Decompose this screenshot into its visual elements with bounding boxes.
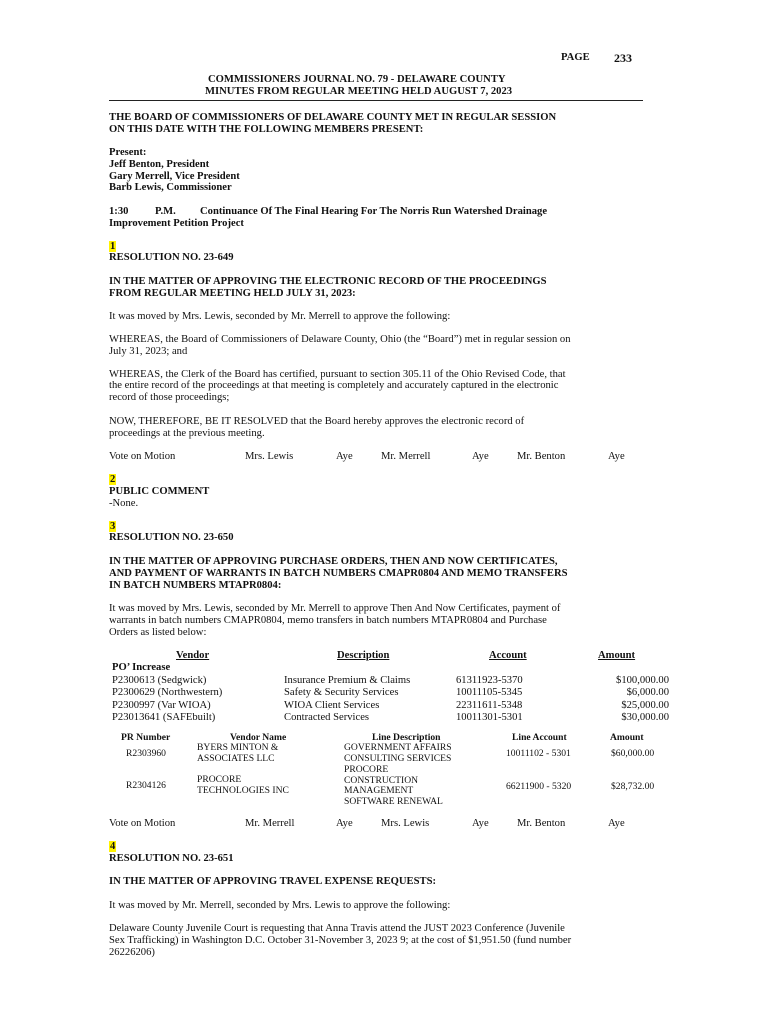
vote-1-member-3: Mr. Benton (517, 451, 566, 462)
po-row-4-amount: $30,000.00 (621, 712, 669, 723)
item-number-2 (109, 474, 116, 486)
po-row-3-account: 22311611-5348 (456, 700, 523, 711)
po-row-1-amount: $100,000.00 (616, 675, 669, 686)
po-row-4-description: Contracted Services (284, 712, 370, 723)
vote-3-value-1: Aye (336, 818, 353, 829)
pr-row-1-desc-line-2: CONSULTING SERVICES (344, 753, 452, 764)
po-header-account: Account (489, 650, 527, 661)
po-row-1-vendor: P2300613 (Sedgwick) (112, 675, 207, 686)
whereas-2-line-1: WHEREAS, the Clerk of the Board has certified, pursuant to section 305.11 of the Ohio Revised Code, that (109, 369, 566, 380)
po-header-vendor: Vendor (176, 650, 210, 661)
matter-651: IN THE MATTER OF APPROVING TRAVEL EXPENSE REQUESTS: (109, 876, 437, 887)
pr-row-1-desc-line-1: GOVERNMENT AFFAIRS (344, 742, 452, 753)
travel-line-2: Sex Trafficking) in Washington D.C. October 31-November 3, 2023 9; at the cost of $1,951.50 (fund number (109, 935, 572, 946)
vote-3-value-3: Aye (608, 818, 625, 829)
hearing-title-2: Improvement Petition Project (109, 218, 244, 229)
hearing-time: 1:30 (109, 206, 129, 217)
item-number-4 (109, 841, 116, 853)
member-3: Barb Lewis, Commissioner (109, 182, 232, 193)
pr-header-vendor: Vendor Name (230, 732, 287, 743)
vote-1-value-2: Aye (472, 451, 489, 462)
vote-3-value-2: Aye (472, 818, 489, 829)
pr-row-2-desc-line-1: PROCORE (344, 764, 389, 775)
pr-header-account: Line Account (512, 732, 567, 743)
vote-1-member-2: Mr. Merrell (381, 451, 431, 462)
whereas-1-line-2: July 31, 2023; and (109, 346, 188, 357)
pr-row-2-account: 66211900 - 5320 (506, 781, 572, 792)
vote-1-member-1: Mrs. Lewis (245, 451, 294, 462)
public-comment-title: PUBLIC COMMENT (109, 486, 210, 497)
pr-row-2-desc-line-4: SOFTWARE RENEWAL (344, 796, 443, 807)
hearing-ampm: P.M. (155, 206, 176, 217)
pr-row-1-number: R2303960 (126, 748, 166, 759)
pr-row-2-number: R2304126 (126, 780, 166, 791)
hearing-title-1: Continuance Of The Final Hearing For The Norris Run Watershed Drainage (200, 206, 548, 217)
po-row-4-account: 10011301-5301 (456, 712, 523, 723)
resolution-651: RESOLUTION NO. 23-651 (109, 853, 234, 864)
matter-650-line-1: IN THE MATTER OF APPROVING PURCHASE ORDERS, THEN AND NOW CERTIFICATES, (109, 556, 558, 567)
vote-3-member-2: Mrs. Lewis (381, 818, 430, 829)
pr-header-amount: Amount (610, 732, 644, 743)
intro-line-1: THE BOARD OF COMMISSIONERS OF DELAWARE COUNTY MET IN REGULAR SESSION (109, 112, 557, 123)
journal-title: COMMISSIONERS JOURNAL NO. 79 - DELAWARE COUNTY (208, 74, 506, 85)
moved-650-line-3: Orders as listed below: (109, 627, 207, 638)
member-1: Jeff Benton, President (109, 159, 210, 170)
pr-row-2-vendor-line-1: PROCORE (197, 774, 242, 785)
vote-1-value-1: Aye (336, 451, 353, 462)
whereas-1-line-1: WHEREAS, the Board of Commissioners of Delaware County, Ohio (the “Board”) met in regular session on (109, 334, 571, 345)
po-header-amount: Amount (598, 650, 636, 661)
pr-header-description: Line Description (372, 732, 441, 743)
pr-row-2-desc-line-3: MANAGEMENT (344, 785, 414, 796)
vote-3-member-3: Mr. Benton (517, 818, 566, 829)
vote-1-value-3: Aye (608, 451, 625, 462)
pr-row-2-amount: $28,732.00 (611, 781, 655, 792)
po-row-4-vendor: P23013641 (SAFEbuilt) (112, 712, 216, 723)
vote-label-1: Vote on Motion (109, 451, 176, 462)
po-row-3-vendor: P2300997 (Var WIOA) (112, 700, 211, 711)
pr-row-1-vendor-line-1: BYERS MINTON & (197, 742, 279, 753)
intro-line-2: ON THIS DATE WITH THE FOLLOWING MEMBERS PRESENT: (109, 124, 424, 135)
po-row-2-amount: $6,000.00 (626, 687, 669, 698)
moved-650-line-1: It was moved by Mrs. Lewis, seconded by Mr. Merrell to approve Then And Now Certificates, payment of (109, 603, 561, 614)
item-4-marker: 4 (110, 841, 116, 852)
whereas-2-line-2: the entire record of the proceedings at that meeting is completely and accurately captured in the electronic (109, 380, 559, 391)
member-2: Gary Merrell, Vice President (109, 171, 240, 182)
travel-line-1: Delaware County Juvenile Court is requesting that Anna Travis attend the JUST 2023 Conference (Juvenile (109, 923, 565, 934)
pr-row-1-amount: $60,000.00 (611, 748, 655, 759)
po-row-2-vendor: P2300629 (Northwestern) (112, 687, 223, 698)
present-label: Present: (109, 147, 147, 158)
po-row-1-description: Insurance Premium & Claims (284, 675, 411, 686)
vote-3-member-1: Mr. Merrell (245, 818, 295, 829)
moved-649: It was moved by Mrs. Lewis, seconded by Mr. Merrell to approve the following: (109, 311, 451, 322)
public-comment-body: -None. (109, 498, 139, 509)
page-label: PAGE (561, 52, 590, 63)
po-row-1-account: 61311923-5370 (456, 675, 523, 686)
pr-row-2-vendor-line-2: TECHNOLOGIES INC (197, 785, 289, 796)
po-row-3-description: WIOA Client Services (284, 700, 380, 711)
moved-650-line-2: warrants in batch numbers CMAPR0804, memo transfers in batch numbers MTAPR0804 and Purchase (109, 615, 547, 626)
po-row-2-account: 10011105-5345 (456, 687, 523, 698)
whereas-2-line-3: record of those proceedings; (109, 392, 230, 403)
resolution-649: RESOLUTION NO. 23-649 (109, 252, 234, 263)
vote-label-3: Vote on Motion (109, 818, 176, 829)
item-1-marker: 1 (110, 241, 116, 252)
pr-header-number: PR Number (121, 732, 171, 743)
resolved-line-1: NOW, THEREFORE, BE IT RESOLVED that the Board hereby approves the electronic record of (109, 416, 525, 427)
item-2-marker: 2 (110, 474, 116, 485)
item-3-marker: 3 (110, 521, 116, 532)
po-row-3-amount: $25,000.00 (621, 700, 669, 711)
moved-651: It was moved by Mr. Merrell, seconded by Mrs. Lewis to approve the following: (109, 900, 451, 911)
matter-650-line-2: AND PAYMENT OF WARRANTS IN BATCH NUMBERS CMAPR0804 AND MEMO TRANSFERS (109, 568, 568, 579)
matter-649-line-2: FROM REGULAR MEETING HELD JULY 31, 2023: (109, 288, 356, 299)
po-section-label: PO’ Increase (112, 662, 171, 673)
po-row-2-description: Safety & Security Services (284, 687, 399, 698)
pr-row-1-account: 10011102 - 5301 (506, 748, 571, 759)
minutes-title: MINUTES FROM REGULAR MEETING HELD AUGUST 7, 2023 (205, 86, 513, 97)
header-rule (109, 100, 643, 101)
pr-row-2-desc-line-2: CONSTRUCTION (344, 775, 419, 786)
resolved-line-2: proceedings at the previous meeting. (109, 428, 265, 439)
pr-row-1-vendor-line-2: ASSOCIATES LLC (197, 753, 275, 764)
po-header-description: Description (337, 650, 390, 661)
resolution-650: RESOLUTION NO. 23-650 (109, 532, 234, 543)
travel-line-3: 26226206) (109, 947, 155, 958)
page-number: 233 (614, 51, 632, 65)
matter-649-line-1: IN THE MATTER OF APPROVING THE ELECTRONIC RECORD OF THE PROCEEDINGS (109, 276, 547, 287)
matter-650-line-3: IN BATCH NUMBERS MTAPR0804: (109, 580, 282, 591)
